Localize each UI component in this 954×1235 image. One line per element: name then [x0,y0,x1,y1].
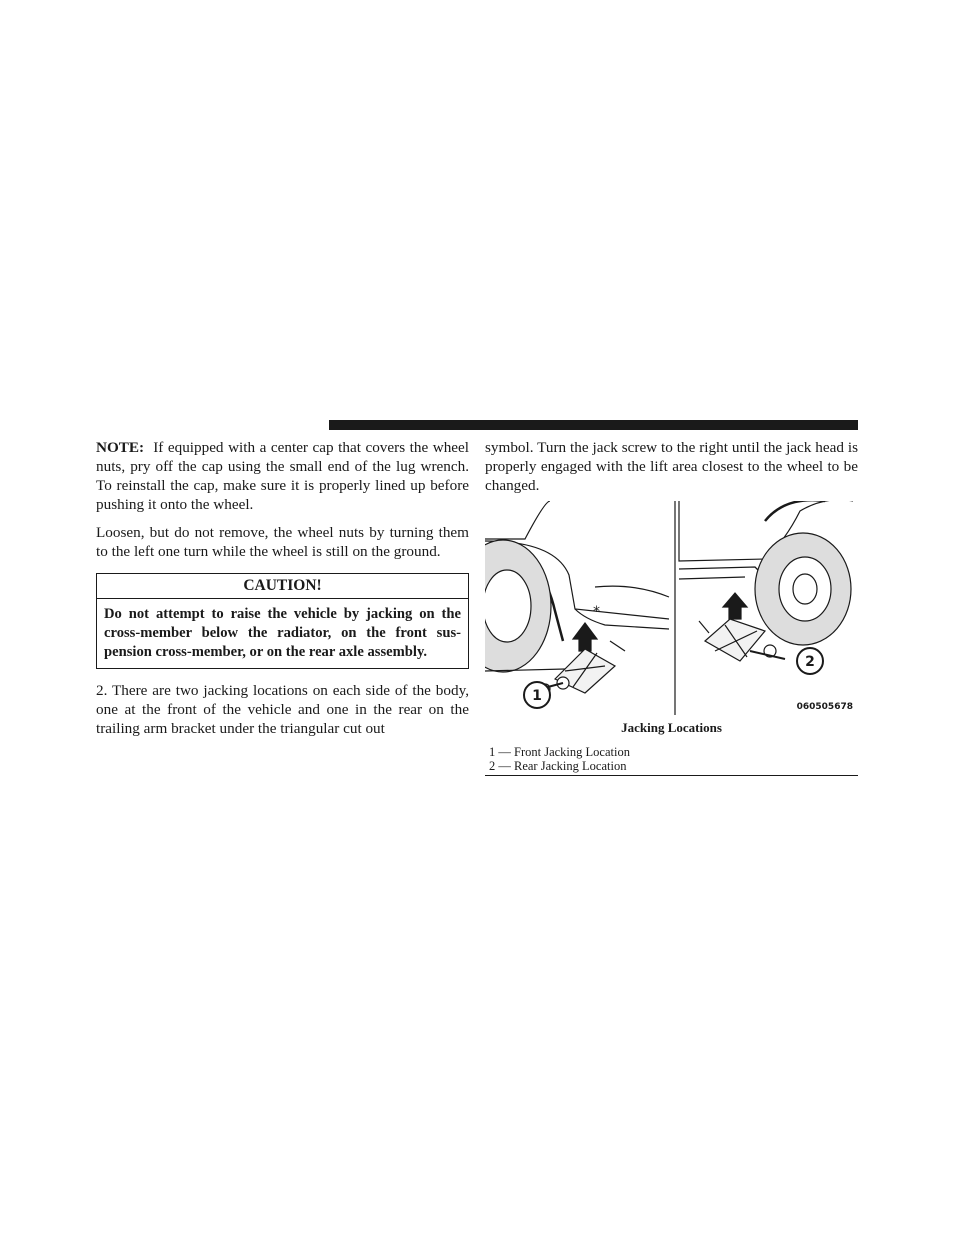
note-label: NOTE: [96,439,145,456]
jacking-illustration [485,501,858,715]
image-code: 060505678 [796,702,853,712]
caution-text: Do not attempt to raise the vehicle by jacking on the cross-member below the radiator, on the front sus- pension cross-member, or on the rear axle assembly. [104,606,461,660]
figure-caption: Jacking Locations [621,720,722,735]
callout-1-icon [524,682,550,708]
right-column [485,438,858,776]
svg-text:*: * [593,604,600,620]
note-paragraph [96,438,469,514]
left-column [96,438,469,738]
figure-legend [485,745,858,776]
legend-item: 2 — Rear Jacking Location [489,759,627,773]
loosen-paragraph: Loosen, but do not remove, the wheel nuts by turning them to the left one turn while the wheel is still on the ground. [96,524,469,560]
note-text: If equipped with a center cap that covers the wheel nuts, pry off the cap using the small end of the lug wrench. To reinstall the cap, make sure it is properly lined up before pushing it onto the wheel. [96,439,469,513]
legend-item: 1 — Front Jacking Location [489,745,630,759]
step2-paragraph: 2. There are two jacking locations on each side of the body, one at the front of the vehicle and one in the rear on the trailing arm bracket under the triangular cut out [96,682,469,737]
caution-title: CAUTION! [97,574,468,599]
jacking-figure [485,501,858,776]
callout-2-icon [797,648,823,674]
page-header-bar [329,420,858,430]
callout-1-label: 1 [532,688,542,704]
continuation-paragraph: symbol. Turn the jack screw to the right until the jack head is properly engaged with the lift area closest to the wheel to be changed. [485,439,858,494]
front-jacking-panel [485,501,669,694]
callout-2-label: 2 [805,654,815,670]
rear-jacking-panel [679,501,853,661]
caution-box [96,573,469,669]
